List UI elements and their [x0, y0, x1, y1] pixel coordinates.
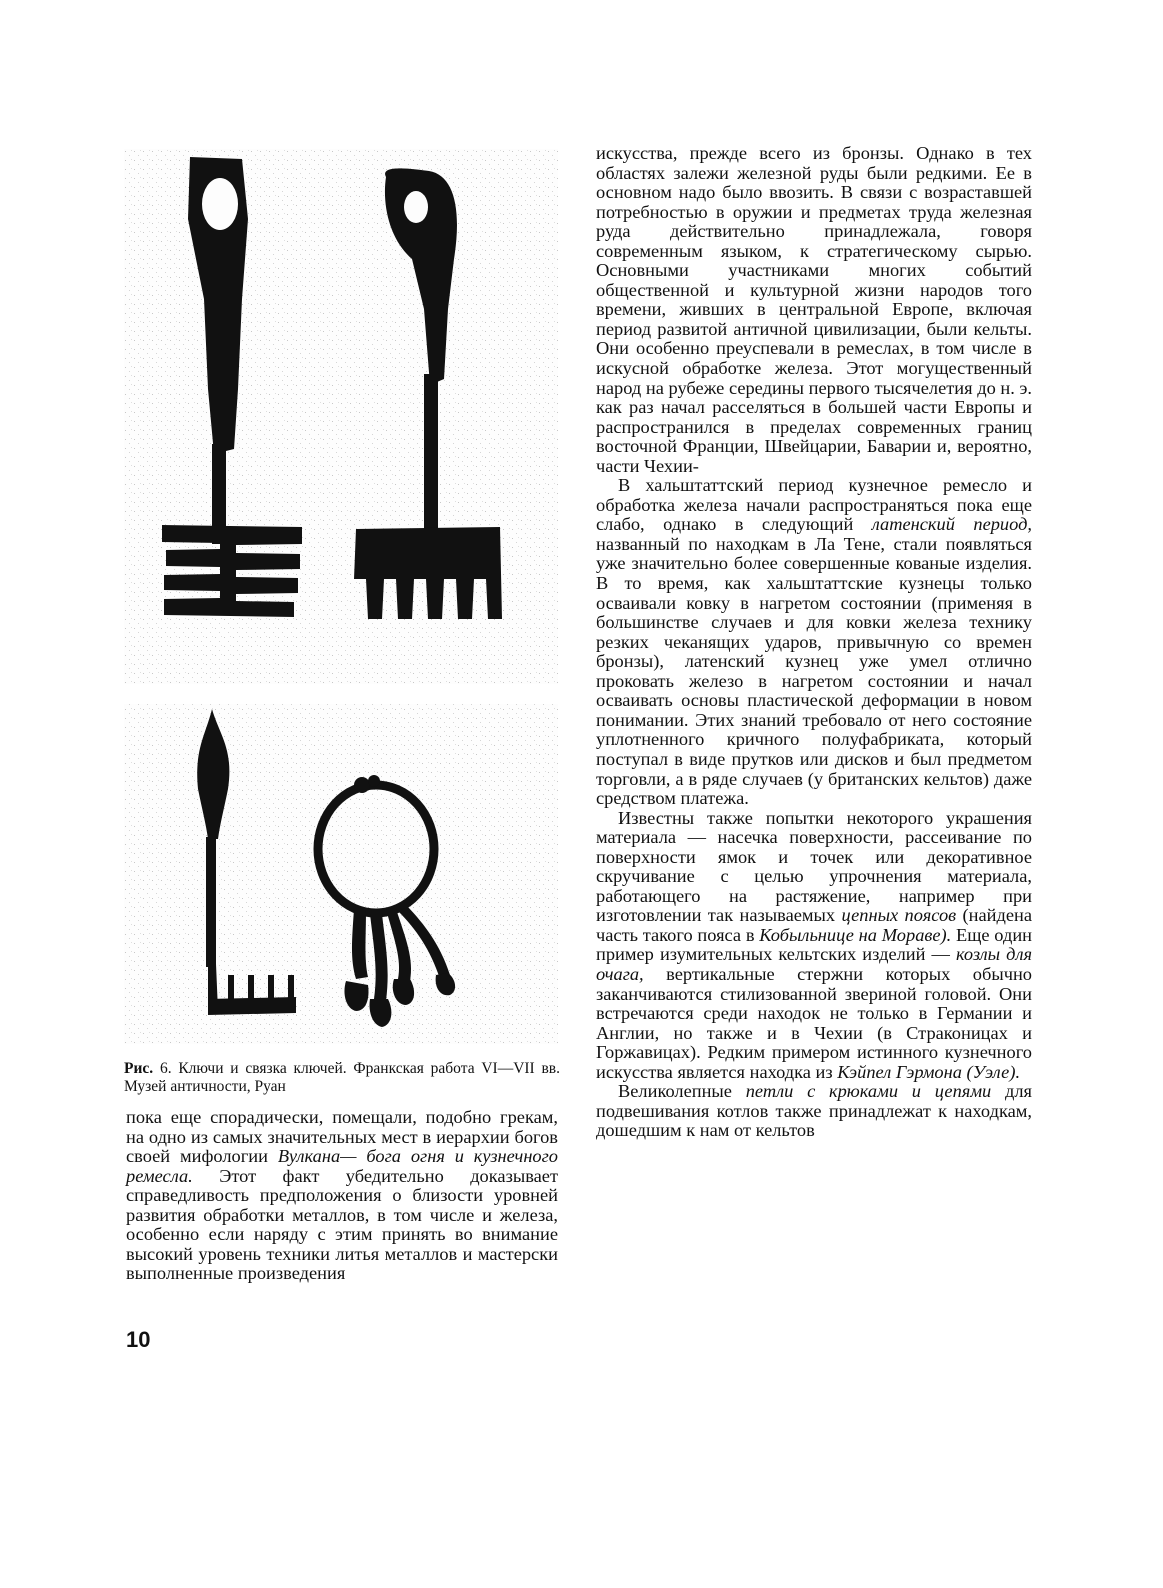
paragraph	[596, 144, 1032, 476]
text-run: названный по находкам в Ла Тене, стали появляться уже значительно более совершенные кованые изделия. В то время, как хальштаттские кузнецы только осваивали ковку в нагретом состоянии (применяя в большинстве случаев и для ковки железа технику резких чеканящих ударов, привычную со времен бронзы), латенский кузнец уже умел отлично проковать железо в нагретом состоянии и начал осваивать основы пластической деформации в новом понимании. Этих знаний требовало от него состояние уплотненного кричного полуфабриката, который поступал в виде прутков или дисков и был предметом торговли, а в ряде случаев (у британских кельтов) даже средством платежа.	[596, 533, 1032, 809]
italic-text: цепных поясов	[841, 905, 957, 926]
italic-text: Кэйпел Гэрмона (Уэле).	[837, 1061, 1021, 1082]
italic-text: Вулкана— бога огня и кузнечного ремесла.	[126, 1146, 559, 1186]
text-run: В хальштаттский период кузнечное ремесло и обработка железа начали распространяться пока еще слабо, однако в следующий	[596, 475, 1032, 535]
figure-keys-photo	[124, 149, 558, 1044]
paragraph	[596, 476, 1032, 808]
paragraph	[596, 809, 1032, 1083]
italic-text: петли с крюками и цепями	[745, 1081, 992, 1102]
caption-label: Рис.	[124, 1060, 154, 1077]
text-run: Великолепные	[618, 1081, 746, 1102]
page-number: 10	[126, 1327, 151, 1352]
text-run: (найдена часть такого пояса в	[596, 905, 1032, 945]
text-run: Этот факт убедительно доказывает справедливость предположения о близости уровней развития обработки металлов, в том числе и железа, особенно если наряду с этим принять во внимание высокий уровень техники литья металлов и мастерски выполненные произведения	[126, 1165, 558, 1284]
figure-caption	[124, 1060, 560, 1096]
italic-text: латенский период,	[871, 514, 1032, 535]
right-text-column	[596, 144, 1032, 1141]
paragraph	[596, 1082, 1032, 1141]
text-run: вертикальные стержни которых обычно заканчиваются стилизованной звериной головой. Они встречаются среди находок не только в Германии и Англии, но также и в Чехии (в Страконицах и Горжавицах). Редким примером истинного кузнечного искусства является находка из	[596, 963, 1032, 1082]
caption-text: 6. Ключи и связка ключей. Франкская работа VI—VII вв. Музей античности, Руан	[124, 1060, 560, 1095]
text-run: Еще один пример изумительных кельтских изделий —	[596, 924, 1033, 965]
text-run: Известны также попытки некоторого украшения материала — насечка поверхности, рассеивание по поверхности ямок и точек или декоративное скручивание с целью упрочнения материала, работающего на растяжение, например при изготовлении так называемых	[596, 807, 1032, 926]
italic-text: козлы для очага,	[596, 944, 1033, 984]
text-run: искусства, прежде всего из бронзы. Однако в тех областях залежи железной руды были редкими. Ее в основном надо было ввозить. В связи с возраставшей потребностью в оружии и предметах труда железная руда действительно принадлежала, говоря современным языком, к стратегическому сырью. Основными участниками многих событий общественной и культурной жизни народов того времени, живших в центральной Европе, включая период развитой античной цивилизации, были кельты. Они особенно преуспевали в ремеслах, в том числе в искусной обработке железа. Этот могущественный народ на рубеже середины первого тысячелетия до н. э. как раз начал расселяться в большей части Европы и распространился в пределах современных границ восточной Франции, Швейцарии, Баварии и, вероятно, части Чехии-	[596, 143, 1032, 476]
text-run: для подвешивания котлов также принадлежат к находкам, дошедшим к нам от кельтов	[596, 1081, 1033, 1141]
paragraph	[126, 1108, 558, 1284]
italic-text: Кобыльнице на Мораве).	[759, 924, 952, 945]
left-text-column	[126, 1108, 558, 1284]
text-run: пока еще спорадически, помещали, подобно грекам, на одно из самых значительных мест в иерархии богов своей мифологии	[126, 1107, 558, 1167]
